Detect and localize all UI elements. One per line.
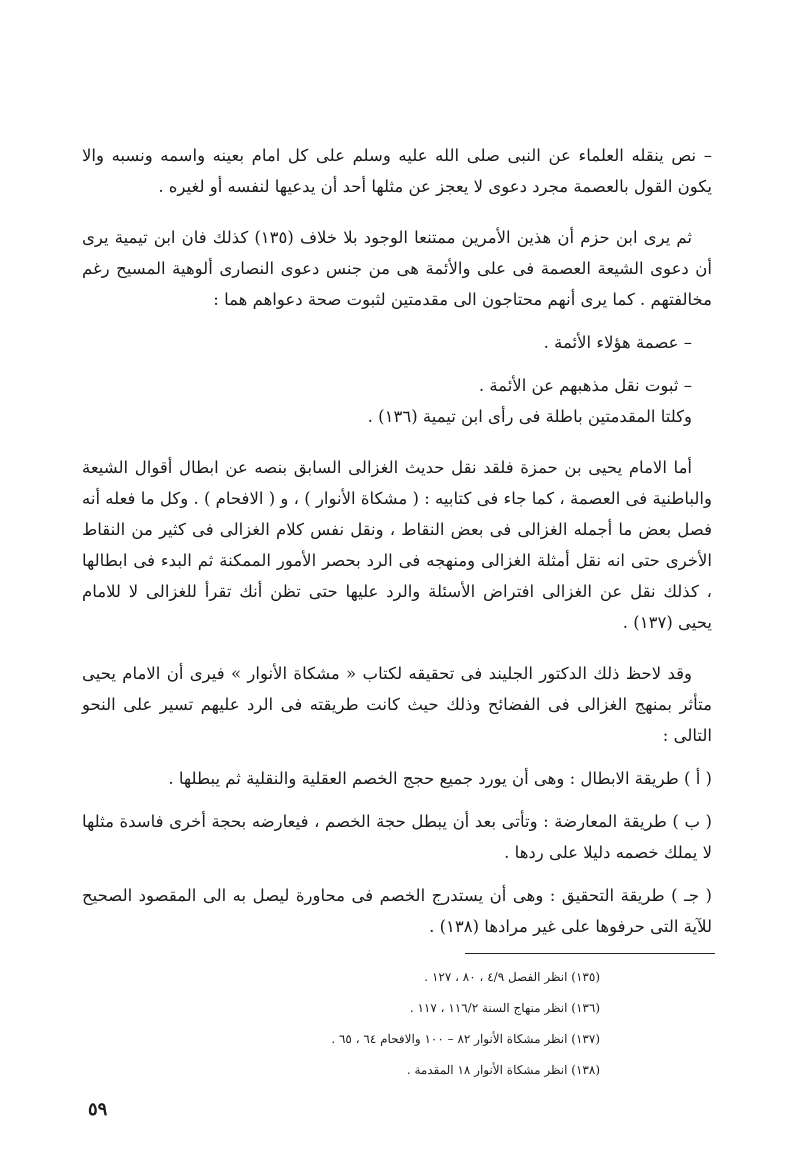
method-verification: ( جـ ) طريقة التحقيق : وهى أن يستدرج الخصم فى محاورة ليصل به الى المقصود الصحيح للآية التى حرفوها على غير مرادها (١٣٨) . — [82, 886, 712, 936]
footnote-135: (١٣٥) انظر الفصل ٤/٩ ، ٨٠ ، ١٢٧ . — [424, 970, 600, 984]
paragraph-ibn-hazm: ثم يرى ابن حزم أن هذين الأمرين ممتنعا الوجود بلا خلاف (١٣٥) كذلك فان ابن تيمية يرى أن دعوى الشيعة العصمة فى على والأئمة هى من جنس دعوى النصارى ألوهية المسيح رغم مخالفتهم . كما يرى أنهم محتاجون الى مقدمتين لثبوت صحة دعواهم هما : — [82, 228, 712, 309]
footnote-137: (١٣٧) انظر مشكاة الأنوار ٨٢ – ١٠٠ والافحام ٦٤ ، ٦٥ . — [331, 1032, 600, 1046]
bullet-infallibility: – عصمة هؤلاء الأئمة . — [543, 333, 692, 352]
bullet-transmission: – ثبوت نقل مذهبهم عن الأئمة . — [478, 376, 692, 395]
page-number: ٥٩ — [88, 1099, 108, 1120]
method-opposition: ( ب ) طريقة المعارضة : وتأتى بعد أن يبطل حجة الخصم ، فيعارضه بحجة أخرى فاسدة مثلها لا يملك خصمه دليلا على ردها . — [82, 812, 712, 862]
main-text — [82, 140, 712, 942]
footnote-136: (١٣٦) انظر منهاج السنة ١١٦/٢ ، ١١٧ . — [409, 1001, 600, 1015]
method-refutation: ( أ ) طريقة الابطال : وهى أن يورد جميع حجج الخصم العقلية والنقلية ثم يبطلها . — [168, 769, 712, 788]
paragraph-conclusion: وكلتا المقدمتين باطلة فى رأى ابن تيمية (١٣٦) . — [367, 407, 692, 426]
paragraph-jalind: وقد لاحظ ذلك الدكتور الجليند فى تحقيقه لكتاب « مشكاة الأنوار » فيرى أن الامام يحيى متأثر بمنهج الغزالى فى الفضائح وذلك حيث كانت طريقته فى الرد عليهم تسير على النحو التالى : — [82, 664, 712, 745]
paragraph-condition: – نص ينقله العلماء عن النبى صلى الله عليه وسلم على كل امام بعينه واسمه ونسبه والا يكون القول بالعصمة مجرد دعوى لا يعجز عن مثلها أحد أن يدعيها لنفسه أو لغيره . — [82, 146, 712, 196]
footnotes — [240, 962, 600, 1086]
footnote-138: (١٣٨) انظر مشكاة الأنوار ١٨ المقدمة . — [406, 1063, 600, 1077]
paragraph-imam-yahya: أما الامام يحيى بن حمزة فلقد نقل حديث الغزالى السابق بنصه عن ابطال أقوال الشيعة والباطنية فى العصمة ، كما جاء فى كتابيه : ( مشكاة الأنوار ) ، و ( الافحام ) . وكل ما فعله أنه فصل بعض ما أجمله الغزالى فى بعض النقاط ، ونقل نفس كلام الغزالى فى كثير من النقاط الأخرى حتى انه نقل أمثلة الغزالى ومنهجه فى الرد بحصر الأمور الممكنة ثم البدء فى ابطالها ، كذلك نقل عن الغزالى افتراض الأسئلة والرد عليها حتى تظن أنك تقرأ للغزالى لا للامام يحيى (١٣٧) . — [82, 458, 712, 632]
footnote-divider — [465, 953, 715, 954]
